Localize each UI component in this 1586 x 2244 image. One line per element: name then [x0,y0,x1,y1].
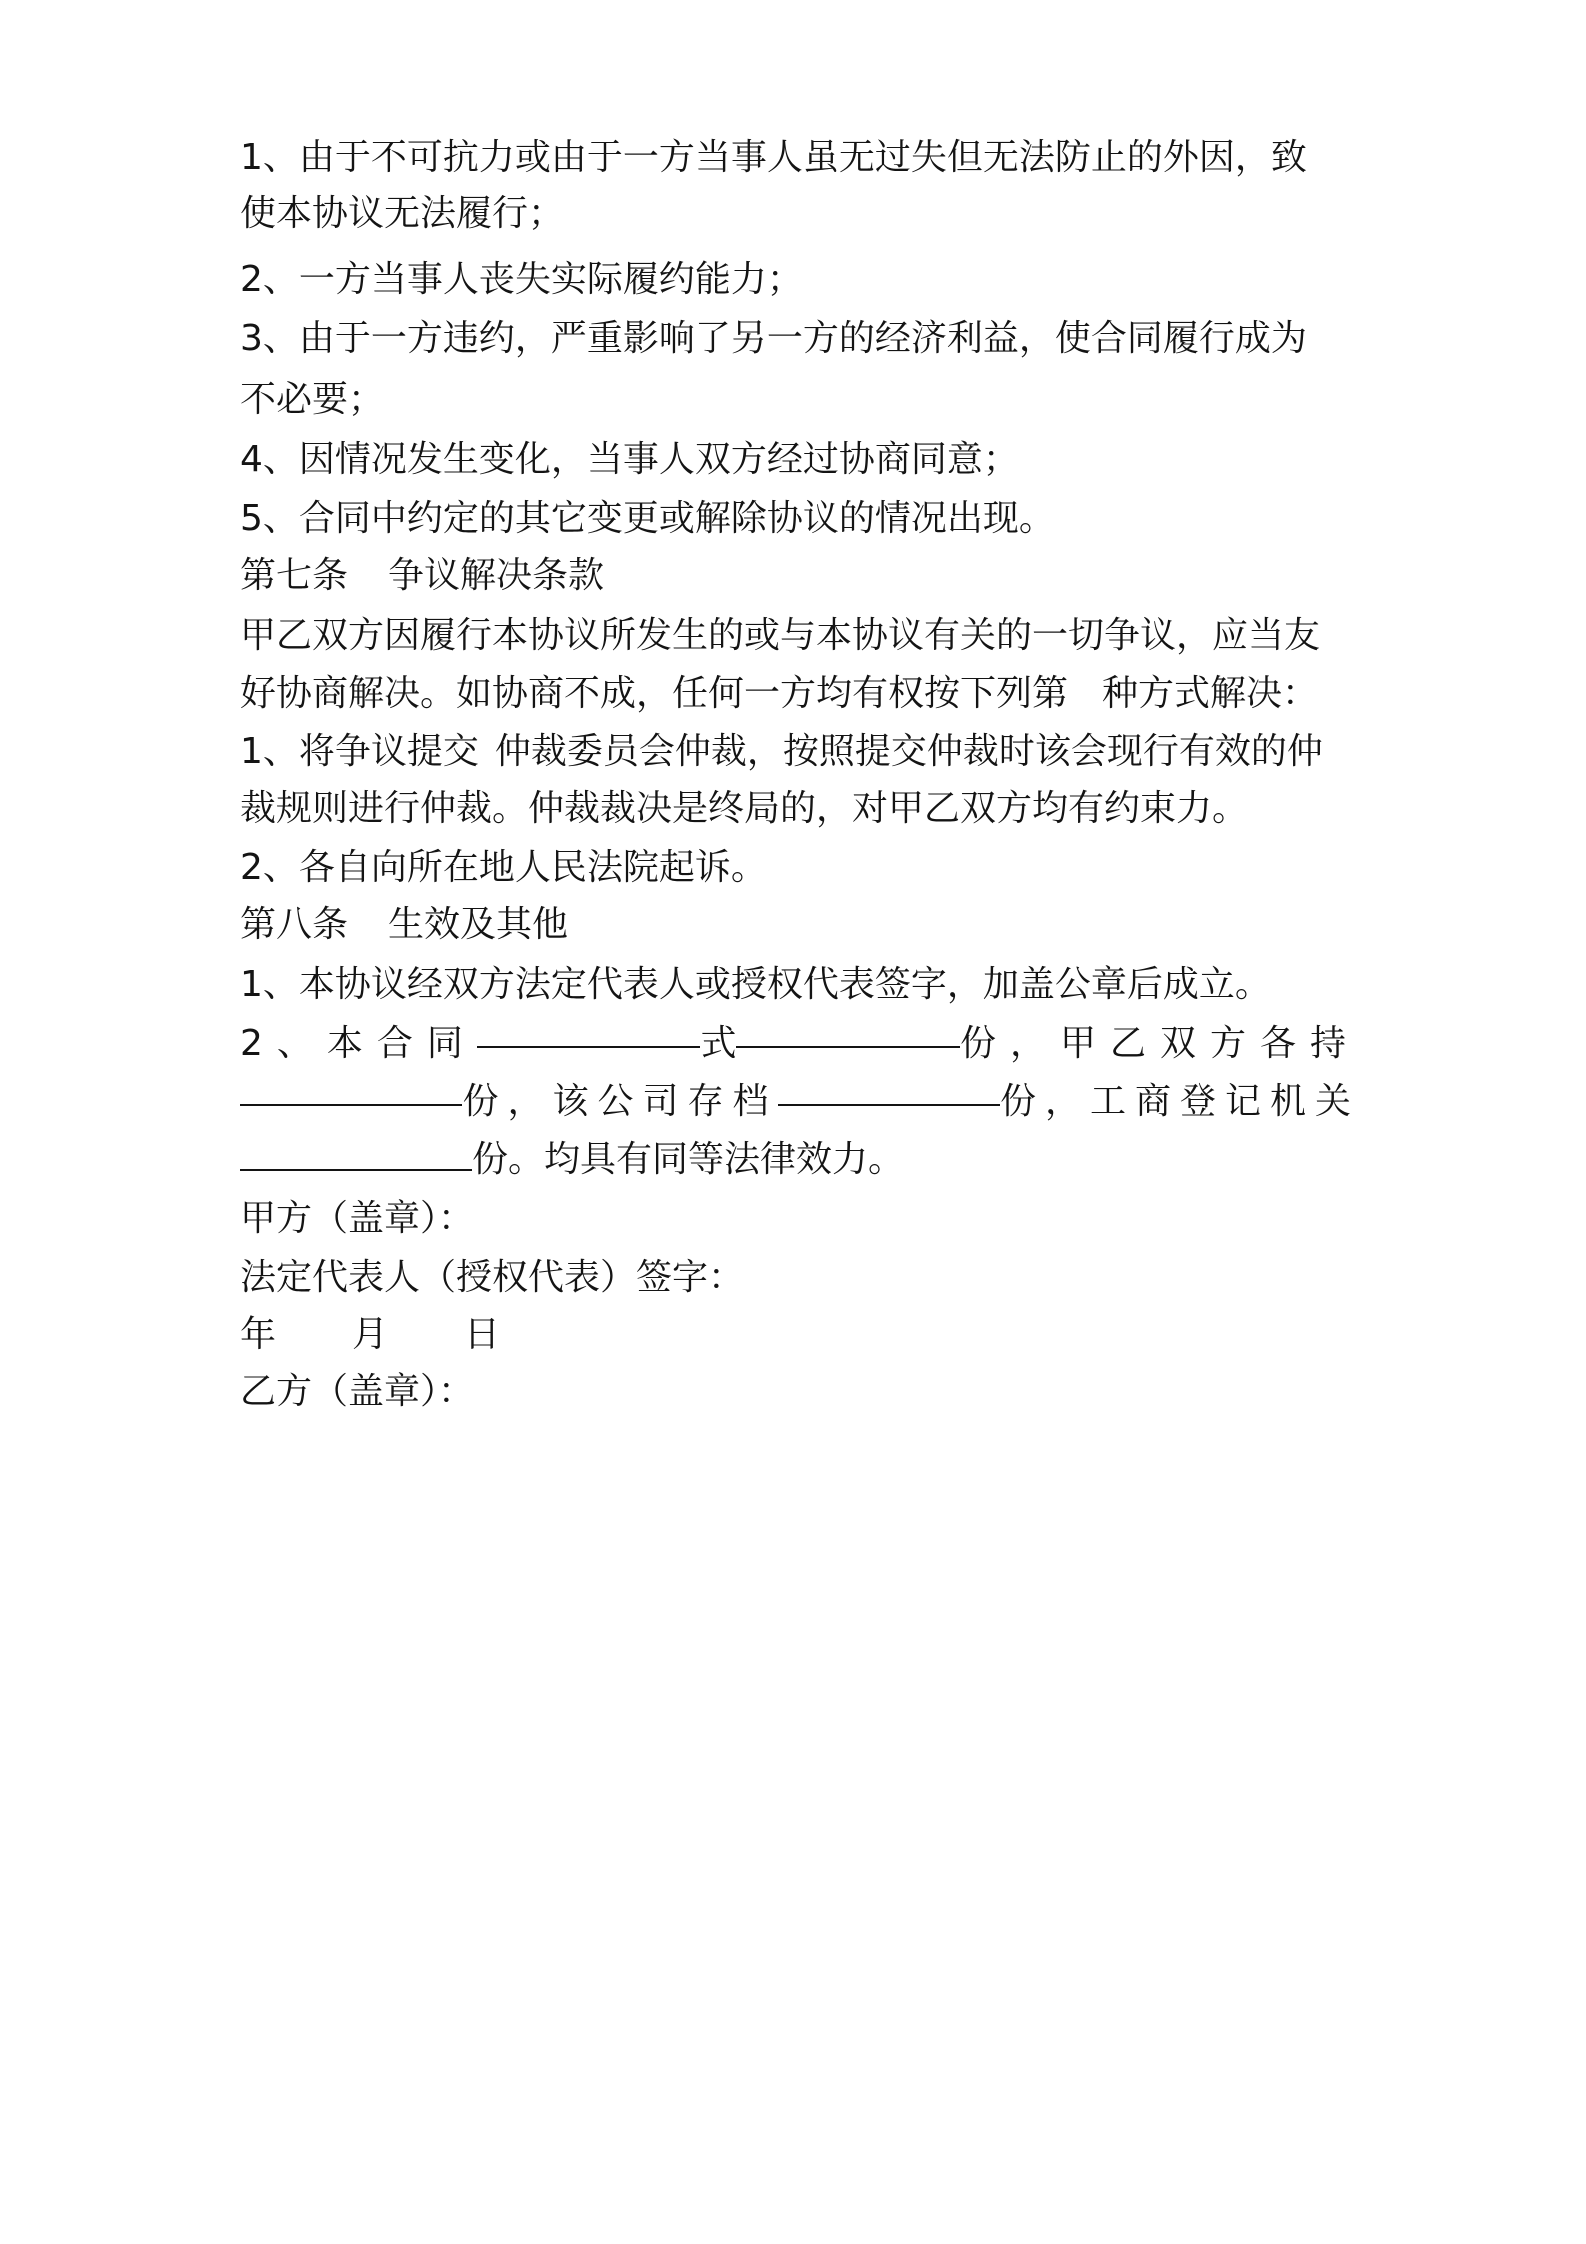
arbitration-line-1 [240,722,1360,782]
article-title: 生效及其他 [388,904,569,945]
clause-line-2: 使本协议无法履行； [240,193,565,234]
copies-each-blank[interactable] [240,1072,462,1106]
article-seven-heading [240,546,1360,606]
date-year-label: 年 [240,1314,277,1355]
legal-rep-signature-label: 法定代表人（授权代表）签字： [240,1257,745,1298]
clause-line-4: 3、由于一方违约，严重影响了另一方的经济利益，使合同履行成为 [240,318,1307,359]
litigation-line: 2、各自向所在地人民法院起诉。 [240,847,767,888]
article-title: 争议解决条款 [388,555,605,596]
arbitration-line-2: 裁规则进行仲裁。仲裁裁决是终局的，对甲乙双方均有约束力。 [240,788,1249,829]
copies-line-1 [240,1014,1360,1074]
copies-text-c: 份，甲乙双方各持 [959,1023,1360,1064]
clause-line-6: 4、因情况发生变化，当事人双方经过协商同意； [240,439,1019,480]
date-line [240,1305,1360,1365]
copies-text-a: 2、本合同 [240,1023,477,1064]
copies-text-e: 份，工商登记机关 [999,1081,1360,1122]
clause-line-1: 1、由于不可抗力或由于一方当事人虽无过失但无法防止的外因，致 [240,137,1307,178]
date-day-label: 日 [464,1314,501,1355]
dispute-paragraph-line-1: 甲乙双方因履行本协议所发生的或与本协议有关的一切争议，应当友 [240,615,1321,656]
article-number: 第七条 [240,555,349,596]
arbitration-text-a: 1、将争议提交 [240,731,479,772]
date-month-label: 月 [352,1314,389,1355]
party-a-seal-label: 甲方（盖章）： [240,1198,475,1239]
effective-line: 1、本协议经双方法定代表人或授权代表签字，加盖公章后成立。 [240,964,1271,1005]
dispute-text-a: 好协商解决。如协商不成，任何一方均有权按下列第 [240,673,1069,714]
copies-registry-blank[interactable] [240,1137,472,1171]
copies-line-3 [240,1130,1360,1190]
article-number: 第八条 [240,904,349,945]
article-eight-heading [240,895,1360,955]
clause-line-5: 不必要； [240,379,385,420]
copies-text-f: 份。均具有同等法律效力。 [472,1139,905,1180]
dispute-text-b: 种方式解决： [1102,673,1319,714]
copies-text-d: 份，该公司存档 [462,1081,778,1122]
party-b-seal-label: 乙方（盖章）： [240,1371,475,1412]
copies-total-blank[interactable] [736,1014,960,1048]
clause-line-3: 2、一方当事人丧失实际履约能力； [240,259,803,300]
dispute-paragraph-line-2 [240,664,1360,724]
arbitration-text-b: 仲裁委员会仲裁，按照提交仲裁时该会现行有效的仲 [494,731,1323,772]
copies-text-b: 式 [700,1023,737,1064]
clause-line-7: 5、合同中约定的其它变更或解除协议的情况出现。 [240,498,1055,539]
copies-archive-blank[interactable] [778,1072,1000,1106]
form-blank[interactable] [477,1014,701,1048]
copies-line-2 [240,1072,1360,1132]
